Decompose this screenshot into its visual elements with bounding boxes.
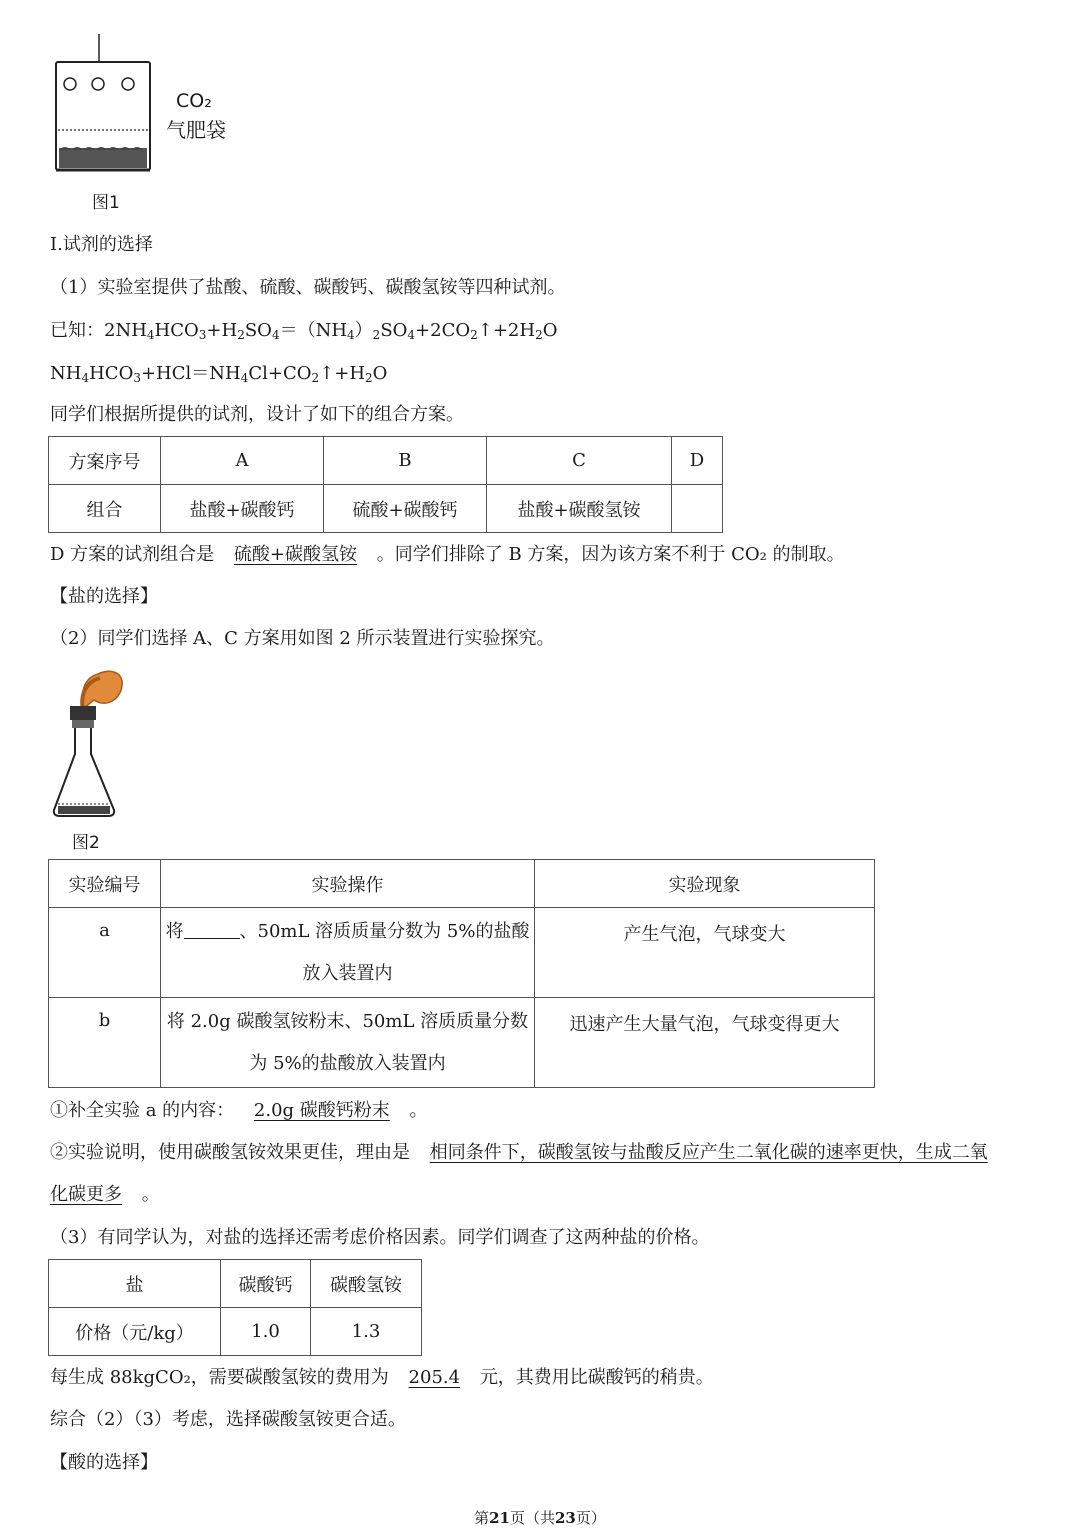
section-title-salt: 【盐的选择】 — [50, 586, 158, 607]
experiments-table — [48, 859, 875, 1088]
question-3-intro: （3）有同学认为，对盐的选择还需考虑价格因素。同学们调查了这两种盐的价格。 — [50, 1227, 710, 1248]
conclusion: 综合（2）（3）考虑，选择碳酸氢铵更合适。 — [50, 1409, 406, 1430]
table-cell: 1.0 — [221, 1308, 311, 1356]
table-cell: b — [49, 998, 161, 1088]
answer-experiment-a-prefix: ①补全实验 a 的内容： — [50, 1100, 235, 1121]
co2-label: CO₂ — [176, 90, 212, 112]
table-cell: B — [324, 437, 487, 485]
answer-reason-prefix: ②实验说明，使用碳酸氢铵效果更佳，理由是 — [50, 1142, 410, 1163]
table-cell: 方案序号 — [49, 437, 161, 485]
answer-experiment-a — [50, 1100, 428, 1122]
footer-post: 页） — [575, 1509, 606, 1527]
answer-reason — [50, 1142, 988, 1164]
answer-reason-continued — [50, 1184, 160, 1206]
answer-experiment-a-fill: 2.0g 碳酸钙粉末 — [253, 1100, 390, 1121]
operation-line: 放入装置内 — [302, 962, 393, 984]
answer-plan-d-prefix: D 方案的试剂组合是 — [50, 544, 215, 565]
operation-line: 为 5%的盐酸放入装置内 — [249, 1052, 446, 1074]
equation-1: 已知：$2NH_4HCO_3+H_2SO_4=(NH_4)_2SO_4+2CO_2↑+2H_2O$ — [50, 320, 558, 342]
answer-reason-fill-continued: 化碳更多 — [50, 1184, 122, 1205]
table-cell: 实验现象 — [535, 860, 875, 908]
plans-table — [48, 436, 723, 533]
fertilizer-bag-label: 气肥袋 — [166, 118, 226, 142]
answer-plan-d-suffix: 。同学们排除了 B 方案，因为该方案不利于 CO₂ 的制取。 — [376, 544, 845, 565]
table-cell: C — [487, 437, 672, 485]
table-cell — [161, 908, 535, 998]
answer-reason-fill: 相同条件下，碳酸氢铵与盐酸反应产生二氧化碳的速率更快，生成二氧 — [429, 1142, 988, 1163]
answer-cost — [50, 1367, 714, 1389]
table-cell: A — [161, 437, 324, 485]
table-cell: 碳酸钙 — [221, 1260, 311, 1308]
table-cell: 碳酸氢铵 — [311, 1260, 422, 1308]
known-prefix: 已知： — [50, 320, 104, 341]
equation-2: $NH_4HCO_3+HCl=NH_4Cl+CO_2↑+H_2O$ — [50, 363, 388, 385]
table-cell: 盐酸+碳酸氢铵 — [487, 485, 672, 533]
figure-1 — [50, 34, 240, 214]
question-2-intro: （2）同学们选择 A、C 方案用如图 2 所示装置进行实验探究。 — [50, 628, 555, 649]
answer-plan-d-fill: 硫酸+碳酸氢铵 — [233, 544, 357, 565]
footer-pre: 第 — [474, 1509, 490, 1527]
total-pages: 23 — [555, 1509, 576, 1527]
operation-suffix: 、50mL 溶质质量分数为 5%的盐酸 — [239, 920, 530, 942]
table-cell: 盐酸+碳酸钙 — [161, 485, 324, 533]
figure-2 — [50, 664, 150, 854]
table-cell: 价格（元/kg） — [49, 1308, 221, 1356]
table-cell: a — [49, 908, 161, 998]
prices-table — [48, 1259, 422, 1356]
table-cell — [161, 998, 535, 1088]
operation-prefix: 将 — [165, 920, 184, 942]
table-cell: 实验编号 — [49, 860, 161, 908]
footer-mid: 页（共 — [509, 1509, 555, 1527]
operation-line: 将 2.0g 碳酸氢铵粉末、50mL 溶质质量分数 — [166, 1010, 529, 1032]
table-cell: 产生气泡，气球变大 — [535, 908, 875, 998]
answer-reason-suffix: 。 — [141, 1184, 160, 1205]
answer-cost-suffix: 元，其费用比碳酸钙的稍贵。 — [479, 1367, 714, 1388]
table-cell: 实验操作 — [161, 860, 535, 908]
table-cell: 迅速产生大量气泡，气球变得更大 — [535, 998, 875, 1088]
fill-blank — [184, 922, 240, 939]
co2-bag-illustration — [50, 34, 160, 182]
table-cell: 1.3 — [311, 1308, 422, 1356]
answer-plan-d — [50, 544, 845, 566]
table-cell: 硫酸+碳酸钙 — [324, 485, 487, 533]
table-cell: D — [672, 437, 723, 485]
operation-line — [161, 911, 534, 953]
table-cell: 盐 — [49, 1260, 221, 1308]
design-text: 同学们根据所提供的试剂，设计了如下的组合方案。 — [50, 404, 464, 425]
current-page-number: 21 — [489, 1509, 510, 1527]
question-1-intro: （1）实验室提供了盐酸、硫酸、碳酸钙、碳酸氢铵等四种试剂。 — [50, 277, 566, 298]
figure-2-caption: 图2 — [72, 833, 100, 853]
table-cell: 组合 — [49, 485, 161, 533]
answer-cost-fill: 205.4 — [408, 1367, 461, 1388]
flask-balloon-illustration — [50, 664, 150, 824]
table-cell — [672, 485, 723, 533]
figure-1-caption: 图1 — [92, 193, 120, 213]
page-footer — [0, 1507, 1080, 1528]
section-title-acid: 【酸的选择】 — [50, 1452, 158, 1473]
section-title-reagent: Ⅰ.试剂的选择 — [50, 234, 153, 255]
answer-cost-prefix: 每生成 88kgCO₂，需要碳酸氢铵的费用为 — [50, 1367, 389, 1388]
answer-experiment-a-suffix: 。 — [409, 1100, 428, 1121]
